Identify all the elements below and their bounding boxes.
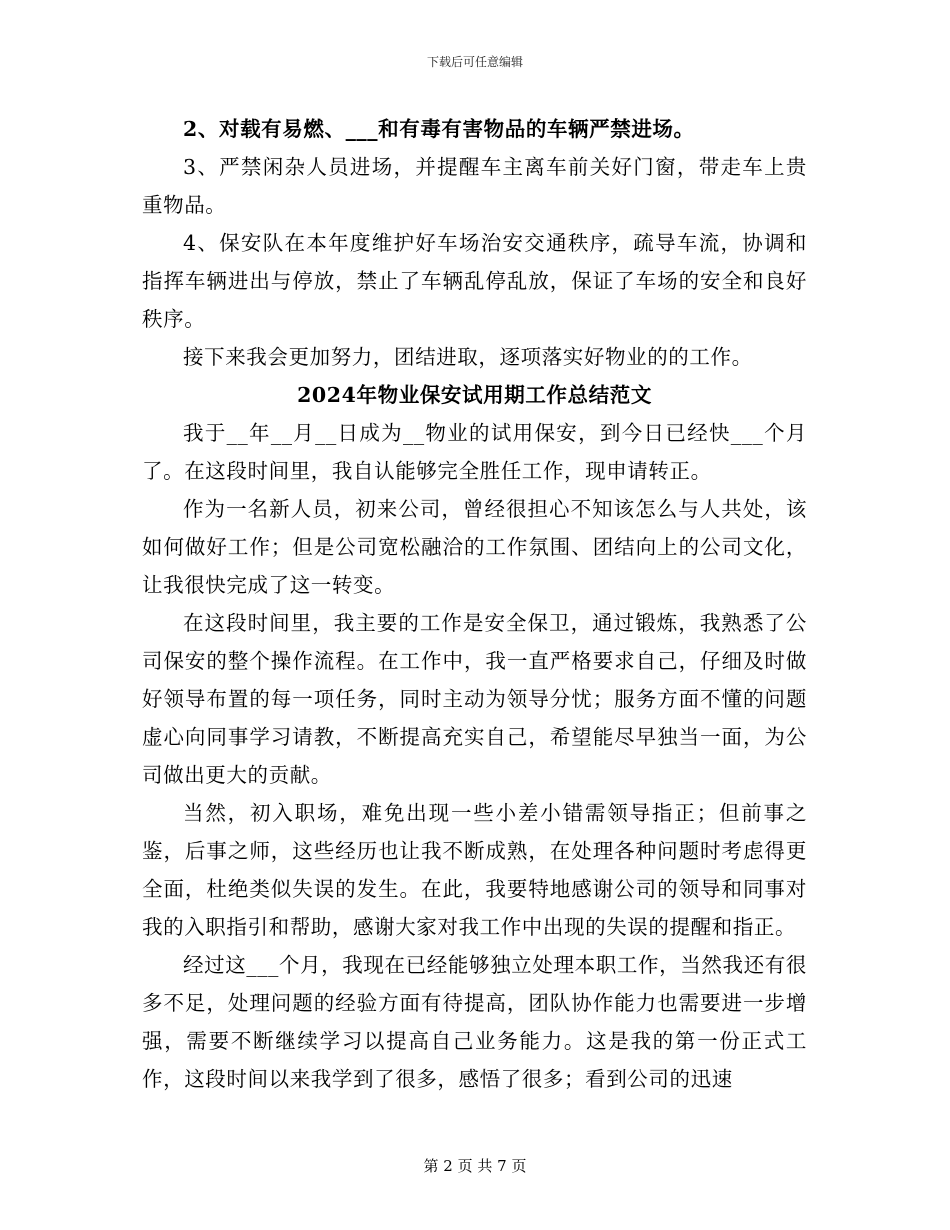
paragraph-closing: 接下来我会更加努力，团结进取，逐项落实好物业的的工作。 (183, 345, 753, 369)
paragraph-adaptation: 作为一名新人员，初来公司，曾经很担心不知该怎么与人共处，该如何做好工作；但是公司宽松融洽的工作氛围、团结向上的公司文化，让我很快完成了这一转变。 (142, 497, 807, 597)
paragraph-duties: 在这段时间里，我主要的工作是安全保卫，通过锻炼，我熟悉了公司保安的整个操作流程。在工作中，我一直严格要求自己，仔细及时做好领导布置的每一项任务，同时主动为领导分忧；服务方面不懂的问题虚心向同事学习请教，不断提高充实自己，希望能尽早独当一面，为公司做出更大的贡献。 (142, 611, 807, 787)
paragraph-item-3: 3、严禁闲杂人员进场，并提醒车主离车前关好门窗，带走车上贵重物品。 (142, 155, 807, 217)
paragraph-item-2: 2、对载有易燃、___和有毒有害物品的车辆严禁进场。 (183, 117, 695, 141)
page-header-note: 下载后可任意编辑 (426, 55, 523, 69)
paragraph-item-4: 4、保安队在本年度维护好车场治安交通秩序，疏导车流，协调和指挥车辆进出与停放，禁止了车辆乱停乱放，保证了车场的安全和良好秩序。 (142, 231, 807, 331)
page-number: 第 2 页 共 7 页 (423, 1157, 527, 1175)
paragraph-gratitude: 当然，初入职场，难免出现一些小差小错需领导指正；但前事之鉴，后事之师，这些经历也让我不断成熟，在处理各种问题时考虑得更全面，杜绝类似失误的发生。在此，我要特地感谢公司的领导和同事对我的入职指引和帮助，感谢大家对我工作中出现的失误的提醒和指正。 (142, 801, 807, 939)
section-title: 2024年物业保安试用期工作总结范文 (297, 383, 652, 407)
paragraph-shortcomings: 经过这___个月，我现在已经能够独立处理本职工作，当然我还有很多不足，处理问题的经验方面有待提高，团队协作能力也需要进一步增强，需要不断继续学习以提高自己业务能力。这是我的第一份正式工作，这段时间以来我学到了很多，感悟了很多；看到公司的迅速 (142, 953, 807, 1091)
document-body (142, 110, 807, 1098)
paragraph-intro: 我于__年__月__日成为__物业的试用保安，到今日已经快___个月了。在这段时间里，我自认能够完全胜任工作，现申请转正。 (142, 421, 807, 483)
